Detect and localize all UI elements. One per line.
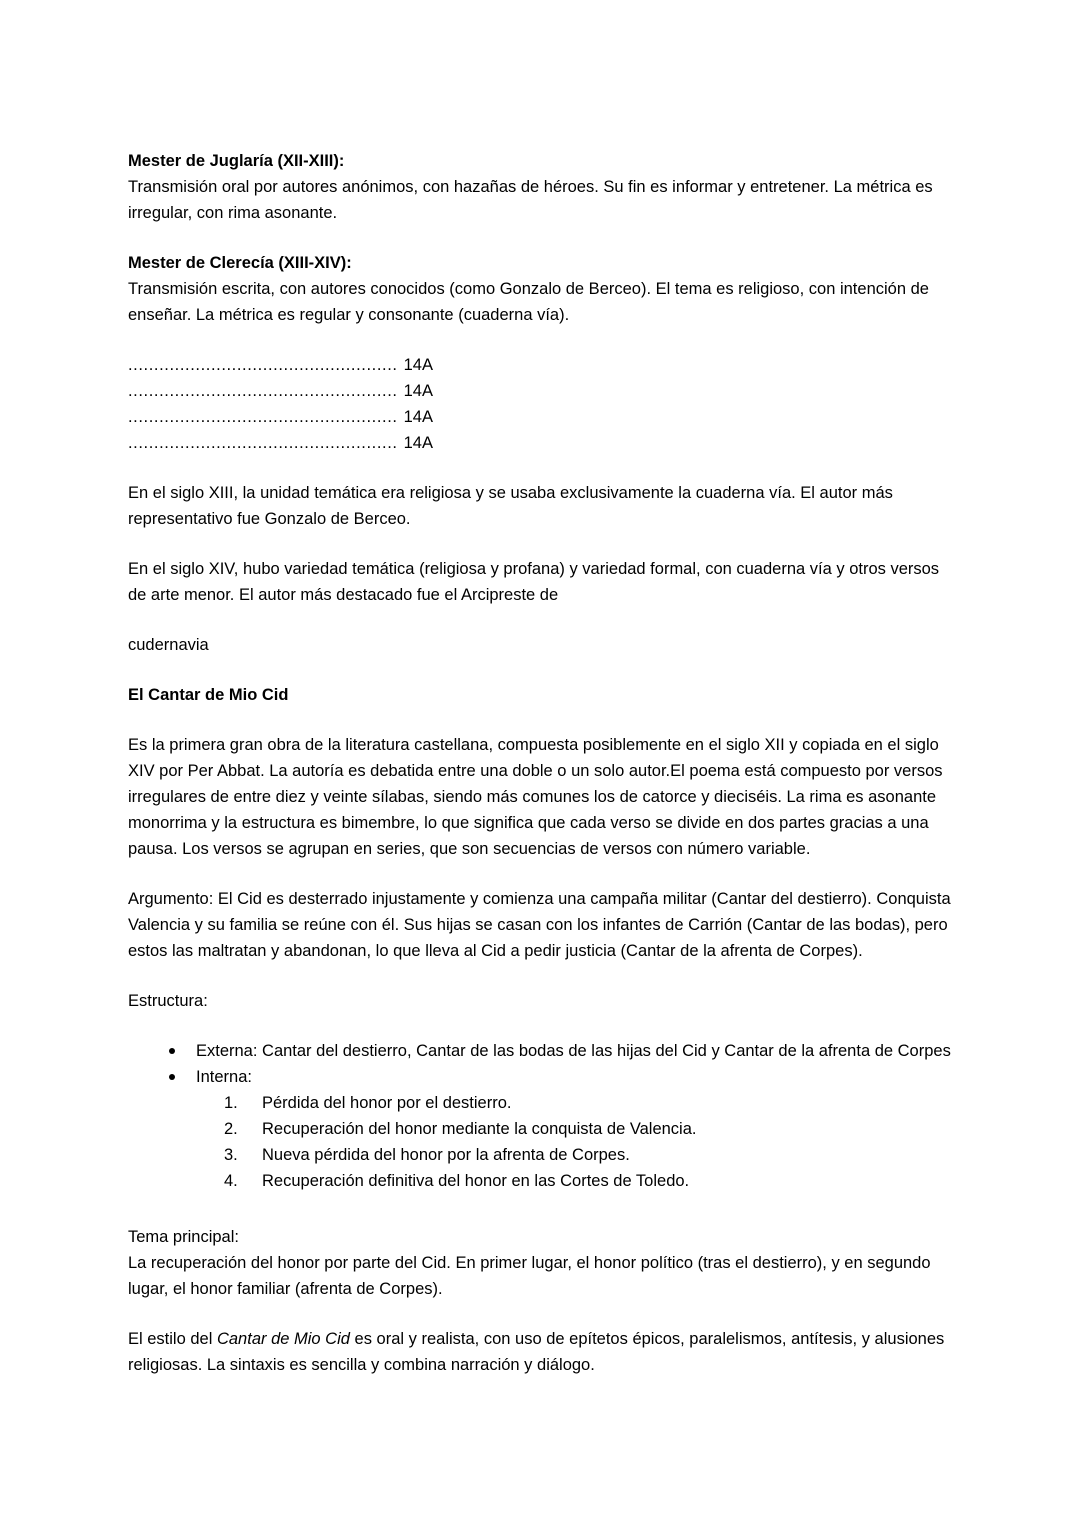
label-tema-principal: Tema principal: — [128, 1228, 239, 1246]
list-item — [128, 1038, 956, 1064]
list-item — [128, 1064, 956, 1090]
section-mester-clerecia — [128, 250, 956, 328]
list-number: 4. — [224, 1172, 238, 1190]
heading-mester-clerecia: Mester de Clerecía (XIII-XIV): — [128, 254, 352, 272]
dot-leader: .................................................... — [128, 434, 398, 452]
dotted-line-row — [128, 430, 956, 456]
estilo-suffix: es oral y realista, con uso de epítetos épicos, paralelismos, antítesis, y alusiones religiosas. La sintaxis es sencilla y combina narración y diálogo. — [128, 1330, 945, 1374]
label-estructura: Estructura: — [128, 992, 208, 1010]
estilo-title-italic: Cantar de Mio Cid — [216, 1330, 350, 1348]
dot-leader: .................................................... — [128, 356, 398, 374]
list-item — [128, 1168, 956, 1194]
dot-leader: .................................................... — [128, 382, 398, 400]
heading-mester-juglaria: Mester de Juglaría (XII-XIII): — [128, 152, 345, 170]
list-number: 2. — [224, 1120, 238, 1138]
list-item — [128, 1116, 956, 1142]
list-number: 1. — [224, 1094, 238, 1112]
dotted-lines-block — [128, 352, 956, 456]
list-item-label: Externa: Cantar del destierro, Cantar de las bodas de las hijas del Cid y Cantar de la afrenta de Corpes — [196, 1042, 951, 1060]
dotted-line-code: 14A — [403, 382, 433, 400]
spacer — [128, 1194, 956, 1224]
dotted-line-code: 14A — [403, 356, 433, 374]
dotted-line-row — [128, 352, 956, 378]
paragraph-cudernavia: cudernavia — [128, 636, 209, 654]
list-item-label: Nueva pérdida del honor por la afrenta de Corpes. — [262, 1146, 630, 1164]
list-number: 3. — [224, 1146, 238, 1164]
heading-el-cantar-de-mio-cid: El Cantar de Mio Cid — [128, 686, 289, 704]
paragraph-estilo — [128, 1326, 956, 1378]
list-estructura — [128, 1038, 956, 1090]
list-item-label: Recuperación del honor mediante la conquista de Valencia. — [262, 1120, 697, 1138]
dotted-line-row — [128, 404, 956, 430]
paragraph-mester-clerecia: Transmisión escrita, con autores conocidos (como Gonzalo de Berceo). El tema es religioso, con intención de enseñar. La métrica es regular y consonante (cuaderna vía). — [128, 280, 929, 324]
paragraph-siglo-xiv: En el siglo XIV, hubo variedad temática (religiosa y profana) y variedad formal, con cuaderna vía y otros versos de arte menor. El autor más destacado fue el Arcipreste de — [128, 560, 940, 604]
dotted-line-row — [128, 378, 956, 404]
bullet-icon — [169, 1074, 175, 1080]
dotted-line-code: 14A — [403, 434, 433, 452]
paragraph-argumento: Argumento: El Cid es desterrado injustamente y comienza una campaña militar (Cantar del destierro). Conquista Valencia y su familia se reúne con él. Sus hijas se casan con los infantes de Carrión (Cantar de las bodas), pero estos las maltratan y abandonan, lo que lleva al Cid a pedir justicia (Cantar de la afrenta de Corpes). — [128, 890, 951, 960]
estilo-prefix: El estilo del — [128, 1330, 217, 1348]
list-item-label: Recuperación definitiva del honor en las Cortes de Toledo. — [262, 1172, 690, 1190]
paragraph-siglo-xiii: En el siglo XIII, la unidad temática era religiosa y se usaba exclusivamente la cuaderna vía. El autor más representativo fue Gonzalo de Berceo. — [128, 484, 893, 528]
list-item — [128, 1142, 956, 1168]
dot-leader: .................................................... — [128, 408, 398, 426]
paragraph-mester-juglaria: Transmisión oral por autores anónimos, con hazañas de héroes. Su fin es informar y entretener. La métrica es irregular, con rima asonante. — [128, 178, 933, 222]
spacer — [128, 1014, 956, 1038]
bullet-icon — [169, 1048, 175, 1054]
section-mester-juglaria — [128, 148, 956, 226]
paragraph-cantar-intro: Es la primera gran obra de la literatura castellana, compuesta posiblemente en el siglo XII y copiada en el siglo XIV por Per Abbat. La autoría es debatida entre una doble o un solo autor.El poema está compuesto por versos irregulares de entre diez y veinte sílabas, siendo más comunes los de catorce y dieciséis. La rima es asonante monorrima y la estructura es bimembre, lo que significa que cada verso se divide en dos partes gracias a una pausa. Los versos se agrupan en series, que son secuencias de versos con número variable. — [128, 736, 943, 858]
paragraph-tema-principal: La recuperación del honor por parte del Cid. En primer lugar, el honor político (tras el destierro), y en segundo lugar, el honor familiar (afrenta de Corpes). — [128, 1254, 931, 1298]
list-item-label: Pérdida del honor por el destierro. — [262, 1094, 512, 1112]
list-estructura-interna — [128, 1090, 956, 1194]
document-content — [128, 148, 956, 1402]
list-item — [128, 1090, 956, 1116]
dotted-line-code: 14A — [403, 408, 433, 426]
list-item-label: Interna: — [196, 1068, 252, 1086]
